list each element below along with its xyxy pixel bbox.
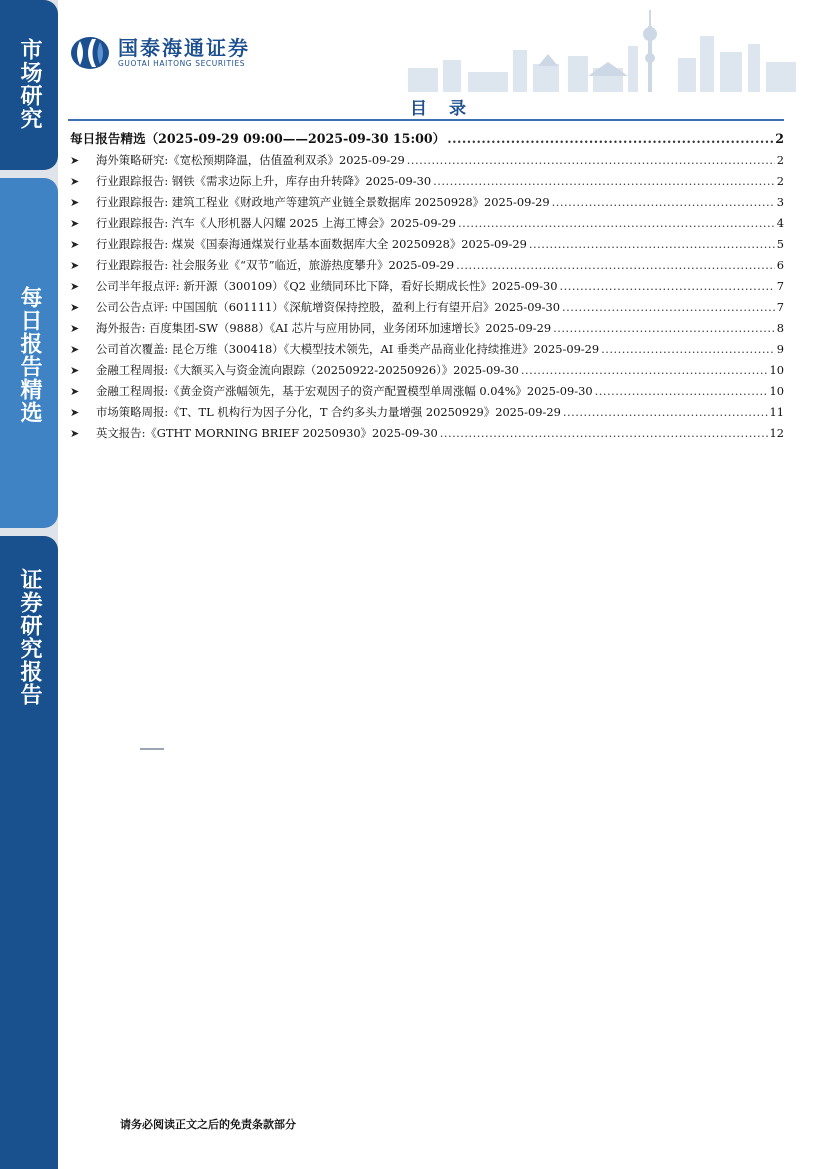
sidebar	[0, 0, 58, 1169]
toc-leader-dots	[521, 363, 768, 377]
toc-page-number: 2	[775, 131, 784, 146]
company-logo	[70, 36, 250, 70]
toc-entry[interactable]	[70, 194, 784, 215]
logo-cn-text: 国泰海通证券	[118, 36, 250, 60]
toc-entry-text: 每日报告精选（2025-09-29 09:00——2025-09-30 15:00）	[70, 131, 446, 146]
toc-page-number: 10	[769, 384, 784, 398]
toc-leader-dots	[407, 153, 775, 167]
toc-title: 目 录	[410, 99, 474, 119]
toc-leader-dots	[595, 384, 768, 398]
arrow-bullet-icon: ➤	[70, 406, 80, 419]
toc-entry-text: 行业跟踪报告: 钢铁《需求边际上升，库存由升转降》2025-09-30	[96, 174, 432, 188]
toc-entry[interactable]	[70, 257, 784, 278]
toc-entry-text: 行业跟踪报告: 汽车《人形机器人闪耀 2025 上海工博会》2025-09-29	[96, 216, 456, 230]
toc-entry[interactable]	[70, 425, 784, 446]
sidebar-label: 市场研究	[17, 38, 42, 130]
toc-entry-text: 行业跟踪报告: 煤炭《国泰海通煤炭行业基本面数据库大全 20250928》2025-09-29	[96, 237, 527, 251]
toc-entry-text: 公司半年报点评: 新开源（300109）《Q2 业绩同环比下降，看好长期成长性》2025-09-30	[96, 279, 558, 293]
toc-page-number: 7	[776, 300, 784, 314]
toc-entry-text: 公司公告点评: 中国国航（601111）《深航增资保持控股，盈利上行有望开启》2025-09-30	[96, 300, 561, 314]
header	[58, 0, 826, 92]
toc-page-number: 5	[776, 237, 784, 251]
arrow-bullet-icon: ➤	[70, 427, 80, 440]
toc-page-number: 3	[776, 195, 784, 209]
arrow-bullet-icon: ➤	[70, 385, 80, 398]
toc-entry[interactable]	[70, 173, 784, 194]
logo-en-text: GUOTAI HAITONG SECURITIES	[118, 59, 246, 68]
toc-page-number: 2	[776, 174, 784, 188]
toc-leader-dots	[447, 131, 773, 146]
toc-page-number: 9	[776, 342, 784, 356]
arrow-bullet-icon: ➤	[70, 322, 80, 335]
toc-leader-dots	[563, 405, 768, 419]
toc-entry-text: 金融工程周报:《黄金资产涨幅领先，基于宏观因子的资产配置模型单周涨幅 0.04%》2025-09-30	[96, 384, 593, 398]
toc-leader-dots	[433, 174, 775, 188]
toc-entry-text: 行业跟踪报告: 社会服务业《“双节”临近，旅游热度攀升》2025-09-29	[96, 258, 455, 272]
toc-entry-text: 公司首次覆盖: 昆仑万维（300418）《大模型技术领先，AI 垂类产品商业化持续推进》2025-09-29	[96, 342, 600, 356]
toc-page-number: 12	[769, 426, 784, 440]
sidebar-block-market-research	[0, 0, 58, 170]
toc-page-number: 4	[776, 216, 784, 230]
toc-page-number: 11	[769, 405, 784, 419]
table-of-contents	[70, 128, 784, 446]
toc-entry[interactable]	[70, 236, 784, 257]
toc-list	[70, 152, 784, 446]
toc-leader-dots	[440, 426, 768, 440]
toc-main-entry[interactable]	[70, 128, 784, 152]
arrow-bullet-icon: ➤	[70, 196, 80, 209]
arrow-bullet-icon: ➤	[70, 259, 80, 272]
sidebar-label: 每日报告精选	[17, 286, 42, 424]
toc-page-number: 2	[776, 153, 784, 167]
toc-entry[interactable]	[70, 278, 784, 299]
toc-entry[interactable]	[70, 152, 784, 173]
toc-leader-dots	[562, 300, 775, 314]
toc-leader-dots	[458, 216, 775, 230]
toc-entry[interactable]	[70, 320, 784, 341]
toc-leader-dots	[559, 279, 774, 293]
sidebar-label: 证券研究报告	[17, 568, 42, 706]
logo-mark-icon	[70, 36, 110, 70]
footer-disclaimer: 请务必阅读正文之后的免责条款部分	[120, 1118, 296, 1131]
arrow-bullet-icon: ➤	[70, 175, 80, 188]
arrow-bullet-icon: ➤	[70, 343, 80, 356]
toc-entry[interactable]	[70, 341, 784, 362]
toc-entry-text: 海外报告: 百度集团-SW（9888）《AI 芯片与应用协同，业务闭环加速增长》2025-09-29	[96, 321, 552, 335]
toc-page-number: 10	[769, 363, 784, 377]
toc-entry[interactable]	[70, 299, 784, 320]
toc-leader-dots	[529, 237, 775, 251]
toc-entry[interactable]	[70, 362, 784, 383]
toc-leader-dots	[601, 342, 775, 356]
toc-leader-dots	[456, 258, 775, 272]
toc-entry[interactable]	[70, 404, 784, 425]
city-skyline-icon	[388, 6, 818, 92]
toc-leader-dots	[553, 321, 775, 335]
arrow-bullet-icon: ➤	[70, 280, 80, 293]
toc-entry-text: 金融工程周报:《大额买入与资金流向跟踪（20250922-20250926）》2025-09-30	[96, 363, 519, 377]
toc-entry-text: 英文报告:《GTHT MORNING BRIEF 20250930》2025-09-30	[96, 426, 438, 440]
toc-entry[interactable]	[70, 383, 784, 404]
sidebar-block-daily-picks	[0, 178, 58, 528]
arrow-bullet-icon: ➤	[70, 217, 80, 230]
arrow-bullet-icon: ➤	[70, 301, 80, 314]
toc-entry-text: 海外策略研究:《宽松预期降温，估值盈利双杀》2025-09-29	[96, 153, 405, 167]
toc-page-number: 6	[776, 258, 784, 272]
toc-entry-text: 行业跟踪报告: 建筑工程业《财政地产等建筑产业链全景数据库 20250928》2025-09-29	[96, 195, 550, 209]
toc-page-number: 7	[776, 279, 784, 293]
sidebar-block-securities-report	[0, 536, 58, 1169]
toc-leader-dots	[552, 195, 775, 209]
small-mark	[140, 748, 164, 750]
arrow-bullet-icon: ➤	[70, 238, 80, 251]
toc-entry-text: 市场策略周报:《T、TL 机构行为因子分化，T 合约多头力量增强 20250929》2025-09-29	[96, 405, 561, 419]
toc-page-number: 8	[776, 321, 784, 335]
arrow-bullet-icon: ➤	[70, 154, 80, 167]
toc-entry[interactable]	[70, 215, 784, 236]
title-divider	[68, 119, 784, 121]
arrow-bullet-icon: ➤	[70, 364, 80, 377]
